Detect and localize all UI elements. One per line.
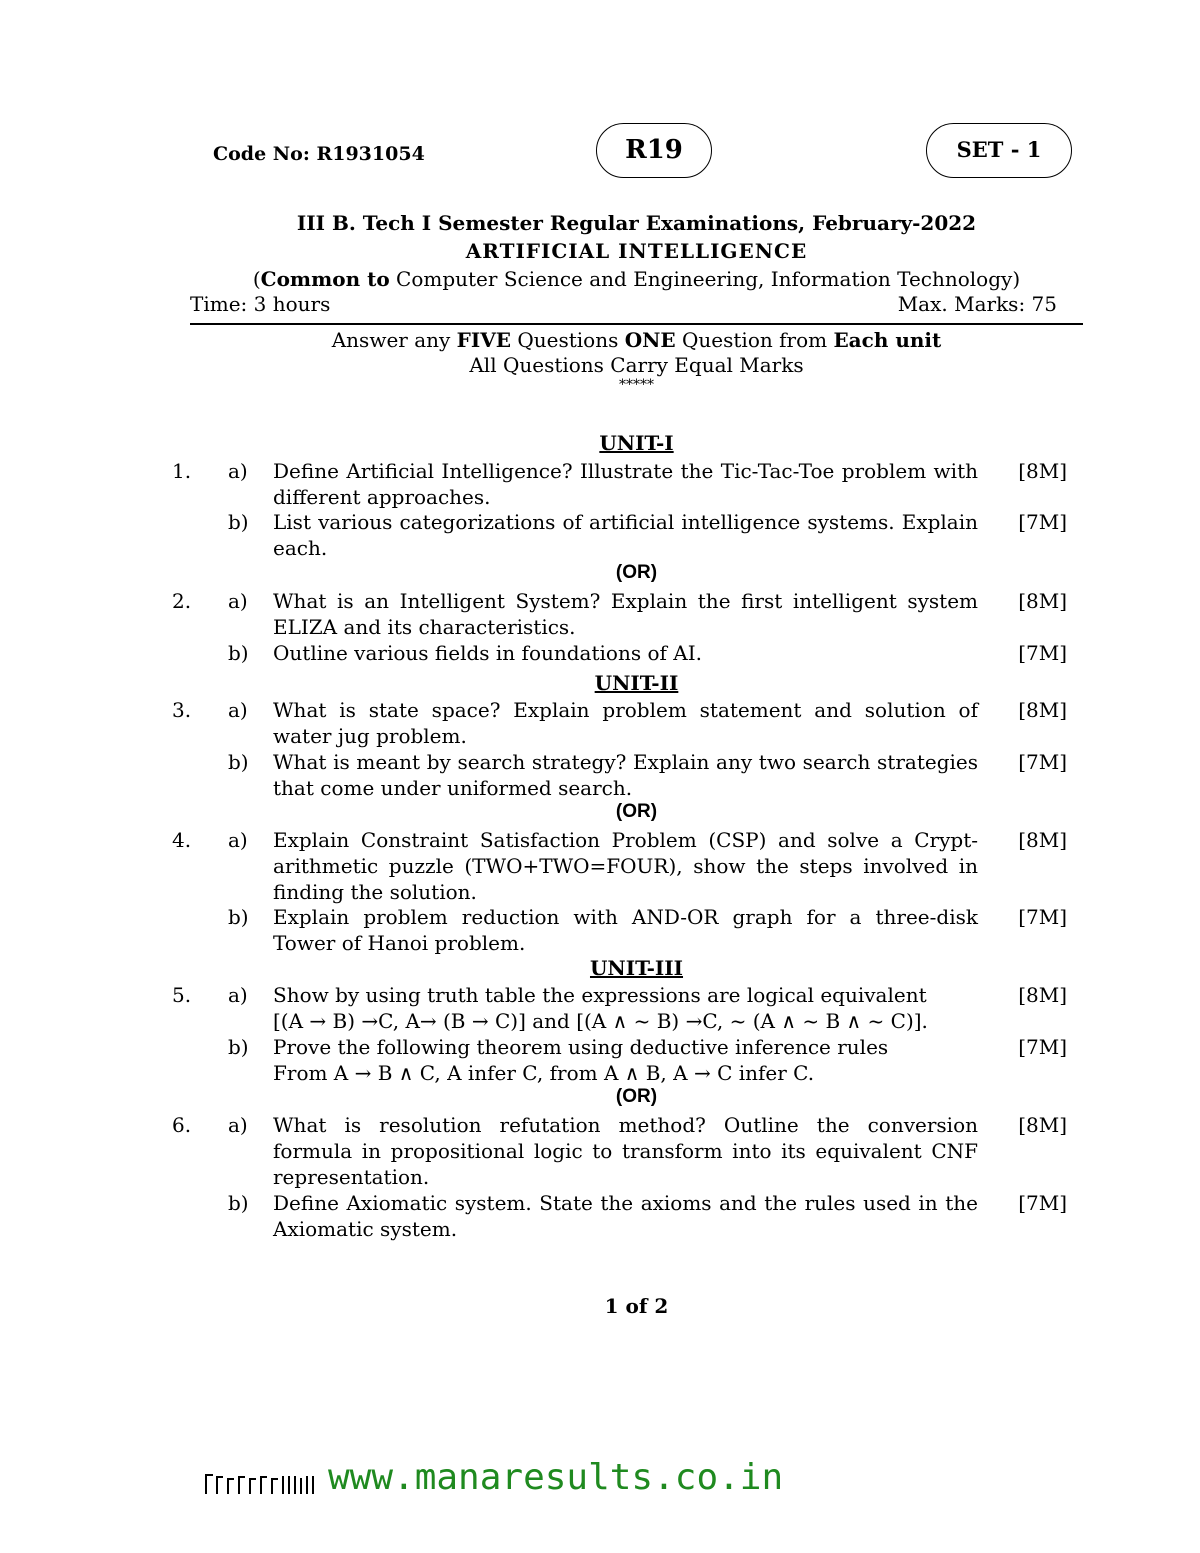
question-marks: [7M] bbox=[1018, 641, 1067, 665]
part-label: b) bbox=[228, 1035, 249, 1059]
question-number: 2. bbox=[172, 589, 192, 613]
question-marks: [8M] bbox=[1018, 459, 1067, 483]
instructions-line bbox=[190, 328, 1083, 352]
exam-duration: Time: 3 hours bbox=[190, 292, 331, 316]
instr-text-3: Question from bbox=[675, 328, 834, 352]
or-separator: (OR) bbox=[615, 562, 658, 583]
separator-stars: ***** bbox=[619, 377, 654, 393]
part-label: a) bbox=[228, 459, 248, 483]
subject-title: ARTIFICIAL INTELLIGENCE bbox=[465, 239, 808, 263]
barcode-icon bbox=[205, 1472, 317, 1496]
question-text: Show by using truth table the expressions are logical equivalent bbox=[273, 983, 927, 1007]
question-text: What is an Intelligent System? Explain the first intelligent system ELIZA and its characteristics. bbox=[273, 589, 978, 639]
instr-each-unit: Each unit bbox=[833, 328, 942, 352]
question-number: 4. bbox=[172, 828, 192, 852]
regulation-badge: R19 bbox=[596, 123, 712, 178]
instr-text-2: Questions bbox=[510, 328, 625, 352]
exam-title: III B. Tech I Semester Regular Examinations, February-2022 bbox=[296, 211, 977, 235]
question-number: 3. bbox=[172, 698, 192, 722]
instr-five: FIVE bbox=[456, 328, 511, 352]
question-number: 6. bbox=[172, 1113, 192, 1137]
question-text: What is resolution refutation method? Outline the conversion formula in propositional logic to transform into its equivalent CNF representation. bbox=[273, 1113, 978, 1189]
question-marks: [8M] bbox=[1018, 828, 1067, 852]
part-label: b) bbox=[228, 1191, 249, 1215]
part-label: a) bbox=[228, 1113, 248, 1137]
equal-marks-note: All Questions Carry Equal Marks bbox=[469, 353, 804, 377]
question-text: What is state space? Explain problem statement and solution of water jug problem. bbox=[273, 698, 978, 748]
question-text: What is meant by search strategy? Explain any two search strategies that come under uniformed search. bbox=[273, 750, 978, 800]
unit-3-heading: UNIT-III bbox=[589, 956, 684, 980]
common-to-line: (Common to Computer Science and Engineering, Information Technology) bbox=[252, 267, 1021, 291]
question-text: Explain problem reduction with AND-OR graph for a three-disk Tower of Hanoi problem. bbox=[273, 905, 978, 955]
question-marks: [7M] bbox=[1018, 905, 1067, 929]
question-marks: [8M] bbox=[1018, 698, 1067, 722]
question-text: Define Artificial Intelligence? Illustrate the Tic-Tac-Toe problem with different approaches. bbox=[273, 459, 978, 509]
question-text: Explain Constraint Satisfaction Problem (CSP) and solve a Crypt-arithmetic puzzle (TWO+TWO=FOUR), show the steps involved in finding the solution. bbox=[273, 828, 978, 904]
part-label: b) bbox=[228, 905, 249, 929]
question-marks: [8M] bbox=[1018, 589, 1067, 613]
question-marks: [8M] bbox=[1018, 1113, 1067, 1137]
question-text: Define Axiomatic system. State the axioms and the rules used in the Axiomatic system. bbox=[273, 1191, 978, 1241]
part-label: b) bbox=[228, 750, 249, 774]
code-number: Code No: R1931054 bbox=[213, 143, 425, 165]
question-marks: [7M] bbox=[1018, 750, 1067, 774]
question-number: 1. bbox=[172, 459, 192, 483]
question-text: Outline various fields in foundations of AI. bbox=[273, 641, 702, 665]
max-marks: Max. Marks: 75 bbox=[897, 292, 1057, 316]
unit-1-heading: UNIT-I bbox=[599, 431, 674, 455]
question-marks: [8M] bbox=[1018, 983, 1067, 1007]
question-marks: [7M] bbox=[1018, 1035, 1067, 1059]
unit-2-heading: UNIT-II bbox=[594, 671, 679, 695]
part-label: a) bbox=[228, 589, 248, 613]
part-label: a) bbox=[228, 983, 248, 1007]
part-label: a) bbox=[228, 698, 248, 722]
question-marks: [7M] bbox=[1018, 510, 1067, 534]
common-to-branches: Computer Science and Engineering, Information Technology) bbox=[389, 267, 1021, 291]
part-label: b) bbox=[228, 641, 249, 665]
question-text: List various categorizations of artificial intelligence systems. Explain each. bbox=[273, 510, 978, 560]
instr-one: ONE bbox=[624, 328, 676, 352]
question-expression: From A → B ∧ C, A infer C, from A ∧ B, A → C infer C. bbox=[273, 1061, 815, 1085]
question-text: Prove the following theorem using deductive inference rules bbox=[273, 1035, 889, 1059]
instr-text-1: Answer any bbox=[331, 328, 457, 352]
set-badge: SET - 1 bbox=[926, 123, 1072, 178]
common-to-label: Common to bbox=[260, 267, 390, 291]
or-separator: (OR) bbox=[615, 801, 658, 822]
question-marks: [7M] bbox=[1018, 1191, 1067, 1215]
or-separator: (OR) bbox=[615, 1086, 658, 1107]
website-link[interactable]: www.manaresults.co.in bbox=[328, 1457, 784, 1498]
part-label: a) bbox=[228, 828, 248, 852]
page-number: 1 of 2 bbox=[604, 1294, 669, 1318]
question-expression: [(A → B) →C, A→ (B → C)] and [(A ∧ ~ B) →C, ~ (A ∧ ~ B ∧ ~ C)]. bbox=[273, 1009, 928, 1033]
question-number: 5. bbox=[172, 983, 192, 1007]
part-label: b) bbox=[228, 510, 249, 534]
header-divider bbox=[190, 323, 1083, 325]
